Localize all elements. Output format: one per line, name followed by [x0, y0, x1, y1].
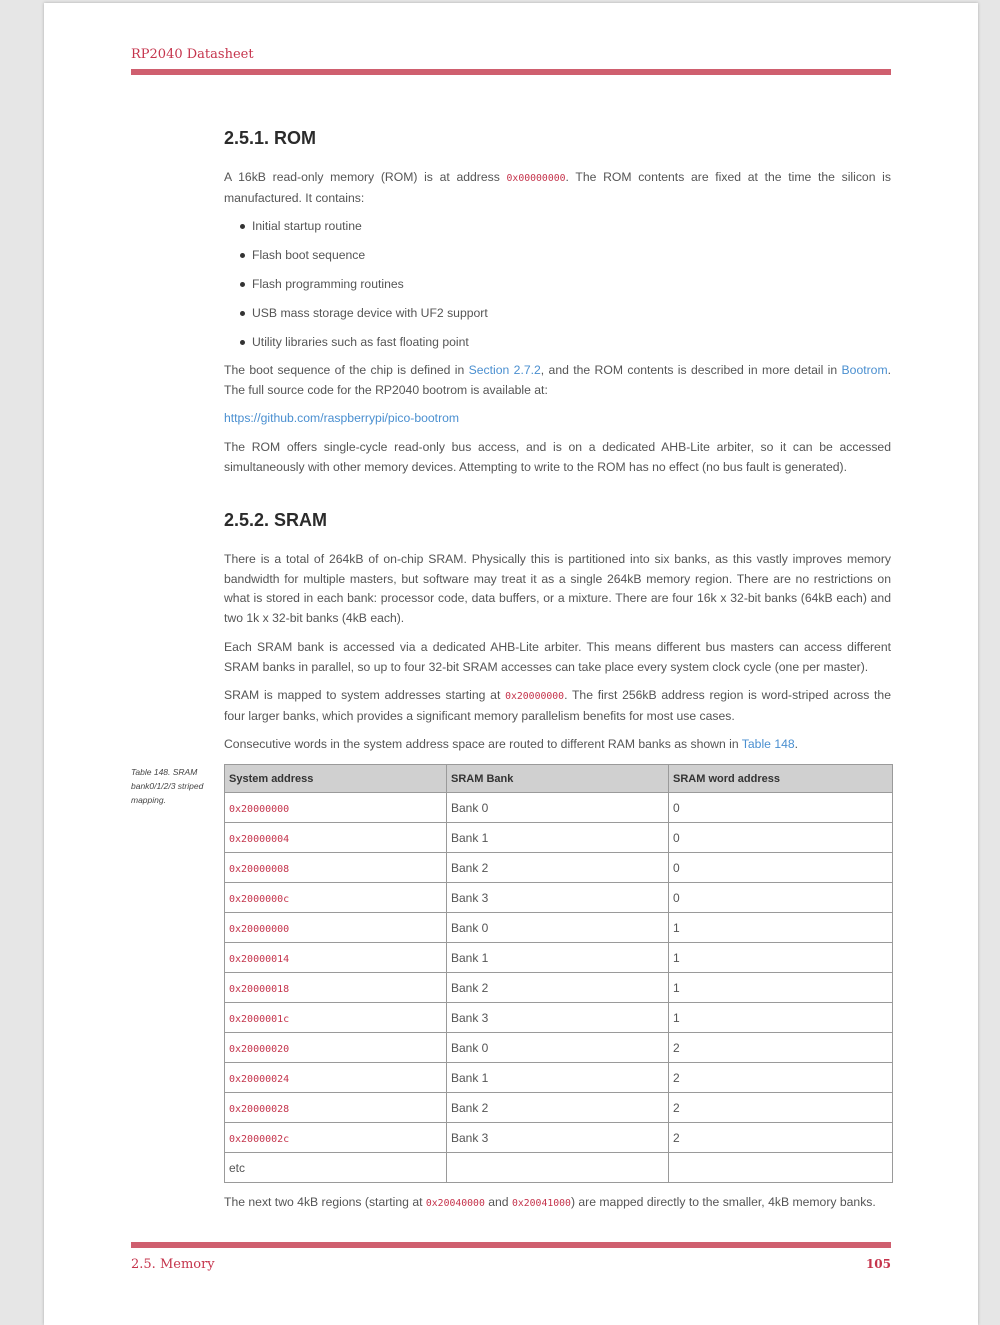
sram-striping-paragraph: Consecutive words in the system address space are routed to different RAM banks as shown in Table 148. — [224, 737, 799, 751]
word-address-cell — [669, 1153, 893, 1183]
sram-bank-cell: Bank 0 — [447, 1033, 669, 1063]
system-address-cell: 0x20000020 — [225, 1033, 447, 1063]
datasheet-page — [44, 3, 978, 1325]
word-address-cell: 0 — [669, 853, 893, 883]
column-header-system-address: System address — [225, 765, 447, 793]
sram-overview-paragraph: There is a total of 264kB of on-chip SRAM. Physically this is partitioned into six banks, as this vastly improves memory bandwidth for multiple masters, but software may treat it as a single 264kB memory region. There are no restrictions on what is stored in each bank: processor code, data buffers, or a mixture. There are four 16k x 32-bit banks (64kB each) and two 1k x 32-bit banks (4kB each). — [224, 552, 891, 625]
word-address-cell: 1 — [669, 943, 893, 973]
bank5-address-code: 0x20041000 — [511, 1198, 571, 1209]
sram-bank-cell: Bank 1 — [447, 943, 669, 973]
boot-sequence-paragraph: The boot sequence of the chip is defined in Section 2.7.2, and the ROM contents is described in more detail in Bootrom. The full source code for the RP2040 bootrom is available at: — [224, 363, 891, 397]
word-address-cell: 2 — [669, 1123, 893, 1153]
column-header-sram-bank: SRAM Bank — [447, 765, 669, 793]
list-item: USB mass storage device with UF2 support — [224, 304, 488, 333]
rom-intro-paragraph: A 16kB read-only memory (ROM) is at address 0x00000000. The ROM contents are fixed at the time the silicon is manufactured. It contains: — [224, 170, 891, 205]
system-address-cell: 0x20000014 — [225, 943, 447, 973]
rom-access-paragraph: The ROM offers single-cycle read-only bus access, and is on a dedicated AHB-Lite arbiter, so it can be accessed simultaneously with other memory devices. Attempting to write to the ROM has no effect (no bus fault is generated). — [224, 440, 891, 474]
table-row — [225, 823, 893, 853]
sram-bank-cell: Bank 0 — [447, 913, 669, 943]
table-caption: Table 148. SRAM bank0/1/2/3 striped mapping. — [131, 767, 204, 805]
sram-bank-cell: Bank 0 — [447, 793, 669, 823]
sram-bank-cell: Bank 3 — [447, 1003, 669, 1033]
list-item: Flash boot sequence — [224, 246, 488, 275]
bootrom-link[interactable]: Bootrom — [841, 363, 888, 377]
table-row — [225, 1033, 893, 1063]
word-address-cell: 1 — [669, 973, 893, 1003]
footer-rule — [131, 1242, 891, 1248]
table-row — [225, 883, 893, 913]
table-row — [225, 853, 893, 883]
sram-bank-cell: Bank 2 — [447, 1093, 669, 1123]
bootrom-source-paragraph — [224, 409, 891, 429]
table-row — [225, 1123, 893, 1153]
table-header-row — [225, 765, 893, 793]
sram-base-address-code: 0x20000000 — [505, 691, 565, 702]
system-address-cell: 0x20000024 — [225, 1063, 447, 1093]
system-address-cell: 0x20000004 — [225, 823, 447, 853]
table-row — [225, 1003, 893, 1033]
word-address-cell: 1 — [669, 913, 893, 943]
sram-arbiter-paragraph: Each SRAM bank is accessed via a dedicated AHB-Lite arbiter. This means different bus masters can access different SRAM banks in parallel, so up to four 32-bit SRAM accesses can take place every system clock cycle (one per master). — [224, 640, 891, 674]
system-address-cell: 0x20000000 — [225, 913, 447, 943]
word-address-cell: 2 — [669, 1063, 893, 1093]
system-address-cell: 0x20000028 — [225, 1093, 447, 1123]
table-row — [225, 943, 893, 973]
sram-bank-cell: Bank 1 — [447, 1063, 669, 1093]
sram-bank-cell: Bank 3 — [447, 1123, 669, 1153]
system-address-cell: 0x2000002c — [225, 1123, 447, 1153]
table-row — [225, 973, 893, 1003]
sram-bank-cell: Bank 2 — [447, 973, 669, 1003]
table-row — [225, 913, 893, 943]
table-148-link[interactable]: Table 148 — [741, 737, 795, 751]
system-address-cell: 0x20000000 — [225, 793, 447, 823]
system-address-cell: etc — [225, 1153, 447, 1183]
word-address-cell: 0 — [669, 883, 893, 913]
word-address-cell: 2 — [669, 1033, 893, 1063]
system-address-cell: 0x2000000c — [225, 883, 447, 913]
footer-section-title: 2.5. Memory — [131, 1257, 215, 1272]
table-row — [225, 1093, 893, 1123]
table-row — [225, 1153, 893, 1183]
rom-heading: 2.5.1. ROM — [224, 128, 317, 148]
word-address-cell: 1 — [669, 1003, 893, 1033]
small-banks-paragraph: The next two 4kB regions (starting at 0x20040000 and 0x20041000) are mapped directly to the smaller, 4kB memory banks. — [224, 1195, 876, 1209]
system-address-cell: 0x20000008 — [225, 853, 447, 883]
sram-bank-cell — [447, 1153, 669, 1183]
table-row — [225, 793, 893, 823]
header-document-title: RP2040 Datasheet — [131, 47, 254, 62]
sram-bank-cell: Bank 1 — [447, 823, 669, 853]
footer-page-number: 105 — [865, 1257, 891, 1271]
sram-mapping-table — [224, 764, 893, 1183]
word-address-cell: 0 — [669, 793, 893, 823]
word-address-cell: 2 — [669, 1093, 893, 1123]
sram-bank-cell: Bank 3 — [447, 883, 669, 913]
sram-bank-cell: Bank 2 — [447, 853, 669, 883]
system-address-cell: 0x2000001c — [225, 1003, 447, 1033]
sram-mapping-paragraph: SRAM is mapped to system addresses starting at 0x20000000. The first 256kB address region is word-striped across the four larger banks, which provides a significant memory parallelism benefits for most use cases. — [224, 688, 891, 723]
rom-contents-list — [224, 217, 488, 362]
section-2-7-2-link[interactable]: Section 2.7.2 — [468, 363, 541, 377]
table-row — [225, 1063, 893, 1093]
list-item: Utility libraries such as fast floating point — [224, 333, 488, 362]
rom-address-code: 0x00000000 — [506, 173, 566, 184]
list-item: Initial startup routine — [224, 217, 488, 246]
bank4-address-code: 0x20040000 — [425, 1198, 485, 1209]
system-address-cell: 0x20000018 — [225, 973, 447, 1003]
word-address-cell: 0 — [669, 823, 893, 853]
header-rule — [131, 69, 891, 75]
list-item: Flash programming routines — [224, 275, 488, 304]
column-header-sram-word-address: SRAM word address — [669, 765, 893, 793]
bootrom-source-link[interactable]: https://github.com/raspberrypi/pico-bootrom — [224, 411, 460, 425]
sram-heading: 2.5.2. SRAM — [224, 510, 328, 530]
